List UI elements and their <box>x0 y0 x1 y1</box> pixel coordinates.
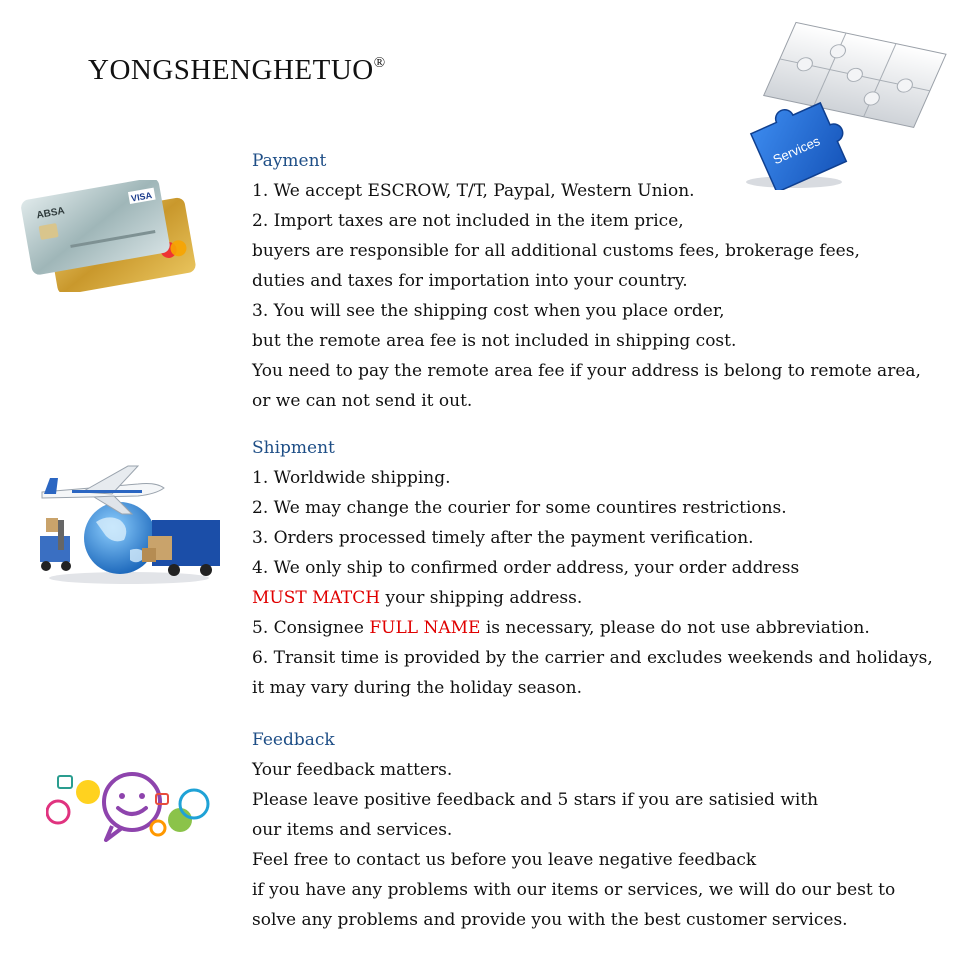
services-badge-text: Services <box>770 133 823 168</box>
feedback-heading: Feedback <box>252 730 335 750</box>
feedback-line-1: Your feedback matters. <box>252 760 453 780</box>
payment-heading: Payment <box>252 151 327 171</box>
shipment-line-6-rest: is necessary, please do not use abbreviation. <box>480 618 870 638</box>
payment-line-4: duties and taxes for importation into your country. <box>252 271 688 291</box>
payment-line-2: 2. Import taxes are not included in the item price, <box>252 211 684 231</box>
card-network-text: VISA <box>130 190 153 204</box>
shipment-line-4: 4. We only ship to confirmed order address, your order address <box>252 558 800 578</box>
shipment-line-7: 6. Transit time is provided by the carrier and excludes weekends and holidays, <box>252 648 933 668</box>
shipment-line-6-start: 5. Consignee <box>252 618 370 638</box>
card-bank-text: ABSA <box>35 205 66 222</box>
payment-line-1: 1. We accept ESCROW, T/T, Paypal, Western Union. <box>252 181 695 201</box>
credit-card-icon <box>20 180 200 292</box>
payment-section <box>252 146 952 416</box>
shipping-globe-icon <box>34 462 224 586</box>
shipment-line-2: 2. We may change the courier for some countires restrictions. <box>252 498 787 518</box>
shipment-line-5 <box>252 583 952 613</box>
feedback-line-3: our items and services. <box>252 820 453 840</box>
brand-name: YONGSHENGHETUO <box>88 54 374 86</box>
payment-line-7: You need to pay the remote area fee if your address is belong to remote area, <box>252 361 921 381</box>
shipment-line-3: 3. Orders processed timely after the payment verification. <box>252 528 754 548</box>
shipment-line-1: 1. Worldwide shipping. <box>252 468 451 488</box>
shipment-line-6 <box>252 613 952 643</box>
brand-title <box>88 54 386 87</box>
feedback-section <box>252 725 952 935</box>
shipment-line-5-rest: your shipping address. <box>380 588 583 608</box>
payment-line-3: buyers are responsible for all additional customs fees, brokerage fees, <box>252 241 860 261</box>
feedback-smiley-icon <box>46 764 212 846</box>
shipment-heading: Shipment <box>252 438 335 458</box>
shipment-section <box>252 433 952 703</box>
feedback-line-4: Feel free to contact us before you leave negative feedback <box>252 850 757 870</box>
feedback-line-2: Please leave positive feedback and 5 stars if you are satisied with <box>252 790 819 810</box>
payment-line-5: 3. You will see the shipping cost when you place order, <box>252 301 725 321</box>
payment-line-8: or we can not send it out. <box>252 391 473 411</box>
payment-line-6: but the remote area fee is not included in shipping cost. <box>252 331 737 351</box>
feedback-line-5: if you have any problems with our items or services, we will do our best to <box>252 880 896 900</box>
shipment-line-8: it may vary during the holiday season. <box>252 678 582 698</box>
feedback-line-6: solve any problems and provide you with the best customer services. <box>252 910 848 930</box>
full-name-highlight: FULL NAME <box>369 618 481 638</box>
must-match-highlight: MUST MATCH <box>252 588 381 608</box>
registered-mark: ® <box>373 55 386 71</box>
